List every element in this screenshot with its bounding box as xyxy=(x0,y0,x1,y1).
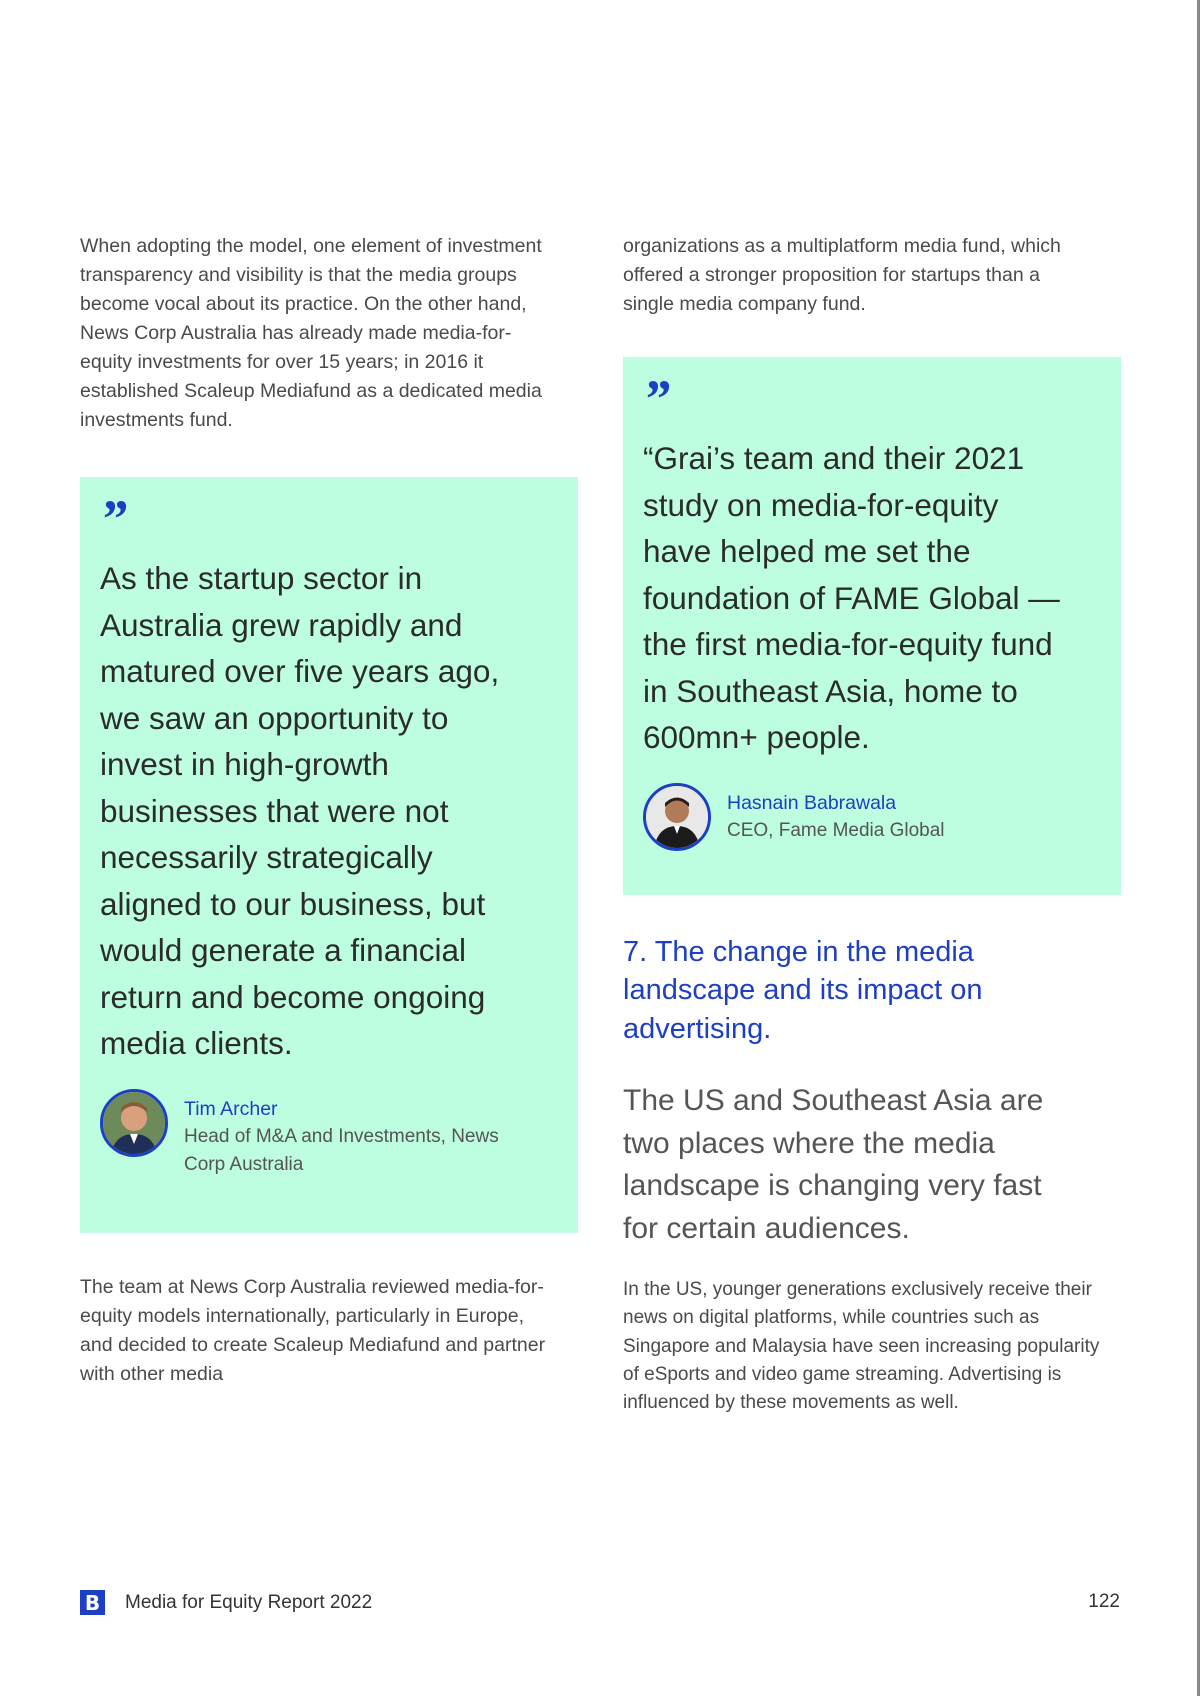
closing-paragraph: The team at News Corp Australia reviewed media-for-equity models internationally, particularly in Europe, and decided to create Scaleup Mediafund and partner with other media xyxy=(80,1275,546,1385)
brand-logo-icon xyxy=(80,1590,105,1615)
avatar-tim-archer xyxy=(100,1089,168,1157)
section-heading: 7. The change in the media landscape and its impact on advertising. xyxy=(623,935,983,1045)
author-text xyxy=(184,1089,524,1179)
quote-box-tim-archer xyxy=(80,477,578,1233)
author-name: Hasnain Babrawala xyxy=(727,791,897,814)
body-paragraph: In the US, younger generations exclusively receive their news on digital platforms, while countries such as Singapore and Malaysia have seen increasing popularity of eSports and video game streaming. Advertising is influenced by these movements as well. xyxy=(623,1279,1100,1414)
quote-author xyxy=(100,1089,558,1179)
quote-text: As the startup sector in Australia grew rapidly and matured over five years ago, we saw an opportunity to invest in high-growth businesses that were not necessarily strategically aligned to our business, but would generate a financial return and become ongoing media clients. xyxy=(100,560,500,1061)
avatar-hasnain-babrawala xyxy=(643,783,711,851)
intro-paragraph: When adopting the model, one element of investment transparency and visibility is that the media groups become vocal about its practice. On the other hand, News Corp Australia has already made media-for-equity investments for over 15 years; in 2016 it established Scaleup Mediafund as a dedicated media investments fund. xyxy=(80,235,542,431)
quote-author xyxy=(643,783,1101,851)
quote-mark-icon: ” xyxy=(100,489,123,549)
logo-letter-icon xyxy=(80,1590,105,1615)
author-name: Tim Archer xyxy=(184,1097,278,1120)
continued-paragraph: organizations as a multiplatform media fund, which offered a stronger proposition for startups than a single media company fund. xyxy=(623,235,1061,315)
quote-text: “Grai’s team and their 2021 study on media-for-equity have helped me set the foundation of FAME Global — the first media-for-equity fund in Southeast Asia, home to 600mn+ people. xyxy=(643,440,1060,755)
left-column xyxy=(80,232,580,1389)
person-icon xyxy=(646,786,708,848)
author-role: Head of M&A and Investments, News Corp Australia xyxy=(184,1125,499,1175)
lead-paragraph: The US and Southeast Asia are two places where the media landscape is changing very fast for certain audiences. xyxy=(623,1084,1044,1245)
page-number: 122 xyxy=(1088,1591,1120,1612)
right-column xyxy=(623,232,1123,1417)
author-text xyxy=(727,783,945,845)
person-icon xyxy=(103,1092,165,1154)
svg-text:B: B xyxy=(84,1591,101,1615)
report-title: Media for Equity Report 2022 xyxy=(125,1592,373,1613)
author-role: CEO, Fame Media Global xyxy=(727,819,945,841)
quote-box-hasnain-babrawala xyxy=(623,357,1121,895)
quote-mark-icon: ” xyxy=(643,369,666,429)
